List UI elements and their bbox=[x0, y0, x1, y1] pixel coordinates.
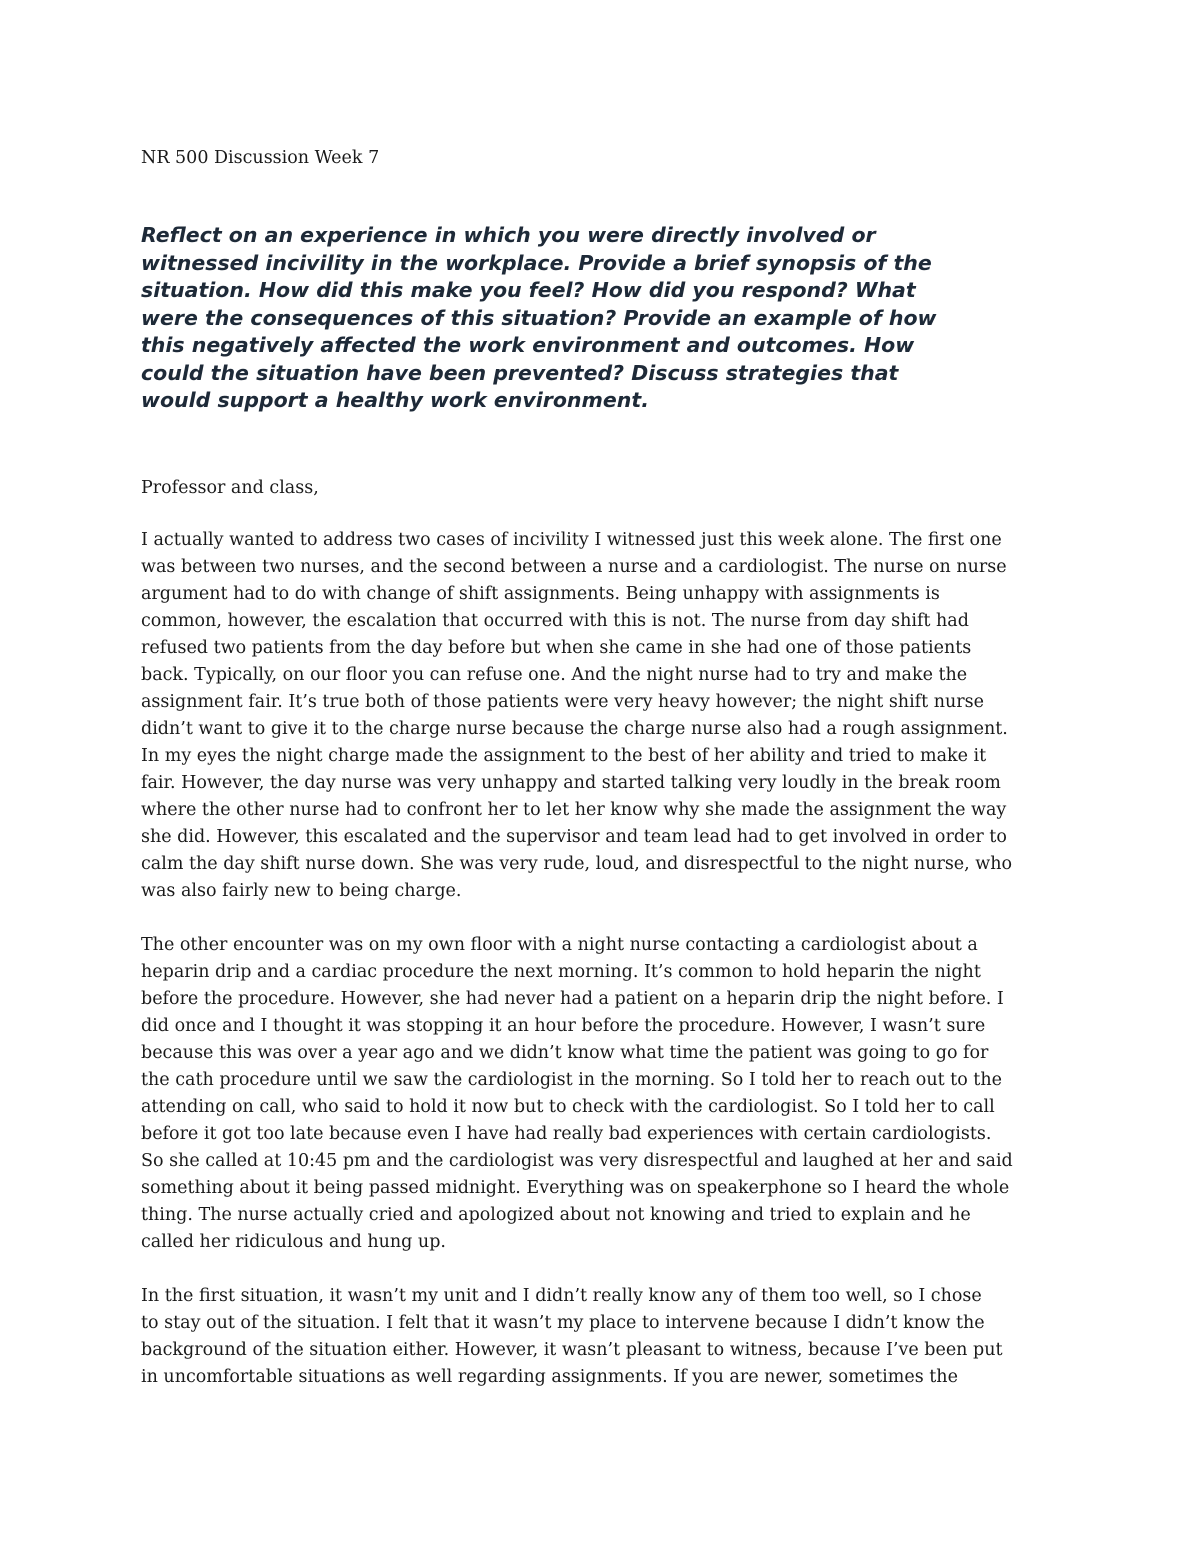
prompt-line: Reflect on an experience in which you were directly involved or bbox=[141, 223, 876, 247]
paragraph-line: background of the situation either. However, it wasn’t pleasant to witness, because I’ve been put bbox=[141, 1339, 1003, 1360]
paragraph-line: In my eyes the night charge made the assignment to the best of her ability and tried to make it bbox=[141, 745, 987, 766]
paragraph-line: something about it being passed midnight. Everything was on speakerphone so I heard the whole bbox=[141, 1177, 1010, 1198]
paragraph-line: called her ridiculous and hung up. bbox=[141, 1231, 446, 1252]
paragraph-line: fair. However, the day nurse was very unhappy and started talking very loudly in the break room bbox=[141, 772, 1001, 793]
paragraph-line: The other encounter was on my own floor with a night nurse contacting a cardiologist about a bbox=[141, 934, 978, 955]
paragraph-line: before it got too late because even I have had really bad experiences with certain cardiologists. bbox=[141, 1123, 992, 1144]
prompt-line: were the consequences of this situation? Provide an example of how bbox=[141, 305, 937, 330]
discussion-prompt bbox=[141, 222, 1061, 415]
paragraph-line: back. Typically, on our floor you can refuse one. And the night nurse had to try and make the bbox=[141, 664, 968, 685]
paragraph-first-incident bbox=[141, 527, 1061, 905]
paragraph-line: thing. The nurse actually cried and apologized about not knowing and tried to explain and he bbox=[141, 1204, 971, 1225]
paragraph-line: argument had to do with change of shift assignments. Being unhappy with assignments is bbox=[141, 583, 940, 604]
greeting: Professor and class, bbox=[141, 477, 319, 498]
paragraph-line: was also fairly new to being charge. bbox=[141, 880, 462, 901]
prompt-line: situation. How did this make you feel? How did you respond? What bbox=[141, 278, 916, 302]
paragraph-response bbox=[141, 1283, 1061, 1391]
paragraph-line: where the other nurse had to confront her to let her know why she made the assignment the way bbox=[141, 799, 1007, 820]
paragraph-line: in uncomfortable situations as well regarding assignments. If you are newer, sometimes the bbox=[141, 1366, 958, 1387]
paragraph-line: she did. However, this escalated and the supervisor and team lead had to get involved in order to bbox=[141, 826, 1007, 847]
paragraph-line: because this was over a year ago and we didn’t know what time the patient was going to go for bbox=[141, 1042, 989, 1063]
paragraph-line: refused two patients from the day before but when she came in she had one of those patients bbox=[141, 637, 972, 658]
paragraph-line: So she called at 10:45 pm and the cardiologist was very disrespectful and laughed at her and said bbox=[141, 1150, 1013, 1171]
paragraph-second-incident bbox=[141, 932, 1061, 1256]
paragraph-line: In the first situation, it wasn’t my unit and I didn’t really know any of them too well, so I chose bbox=[141, 1285, 982, 1306]
paragraph-line: did once and I thought it was stopping it an hour before the procedure. However, I wasn’t sure bbox=[141, 1015, 986, 1036]
paragraph-line: attending on call, who said to hold it now but to check with the cardiologist. So I told her to call bbox=[141, 1096, 995, 1117]
document-content bbox=[141, 145, 1061, 1391]
prompt-line: witnessed incivility in the workplace. Provide a brief synopsis of the bbox=[141, 250, 932, 275]
paragraph-line: the cath procedure until we saw the cardiologist in the morning. So I told her to reach out to the bbox=[141, 1069, 1002, 1090]
paragraph-line: before the procedure. However, she had never had a patient on a heparin drip the night before. I bbox=[141, 988, 1004, 1009]
prompt-line: could the situation have been prevented? Discuss strategies that bbox=[141, 360, 899, 385]
paragraph-line: heparin drip and a cardiac procedure the next morning. It’s common to hold heparin the night bbox=[141, 961, 981, 982]
paragraph-line: assignment fair. It’s true both of those patients were very heavy however; the night shift nurse bbox=[141, 691, 984, 712]
paragraph-line: I actually wanted to address two cases of incivility I witnessed just this week alone. The first one bbox=[141, 529, 1002, 550]
document-title: NR 500 Discussion Week 7 bbox=[141, 148, 380, 168]
paragraph-line: common, however, the escalation that occurred with this is not. The nurse from day shift had bbox=[141, 610, 969, 631]
paragraph-line: didn’t want to give it to the charge nurse because the charge nurse also had a rough assignment. bbox=[141, 718, 1008, 739]
prompt-line: this negatively affected the work environment and outcomes. How bbox=[141, 333, 915, 357]
paragraph-line: was between two nurses, and the second between a nurse and a cardiologist. The nurse on nurse bbox=[141, 556, 1007, 577]
prompt-line: would support a healthy work environment. bbox=[141, 388, 649, 412]
paragraph-line: to stay out of the situation. I felt that it wasn’t my place to intervene because I didn’t know the bbox=[141, 1312, 985, 1333]
paragraph-line: calm the day shift nurse down. She was very rude, loud, and disrespectful to the night nurse, who bbox=[141, 853, 1013, 874]
